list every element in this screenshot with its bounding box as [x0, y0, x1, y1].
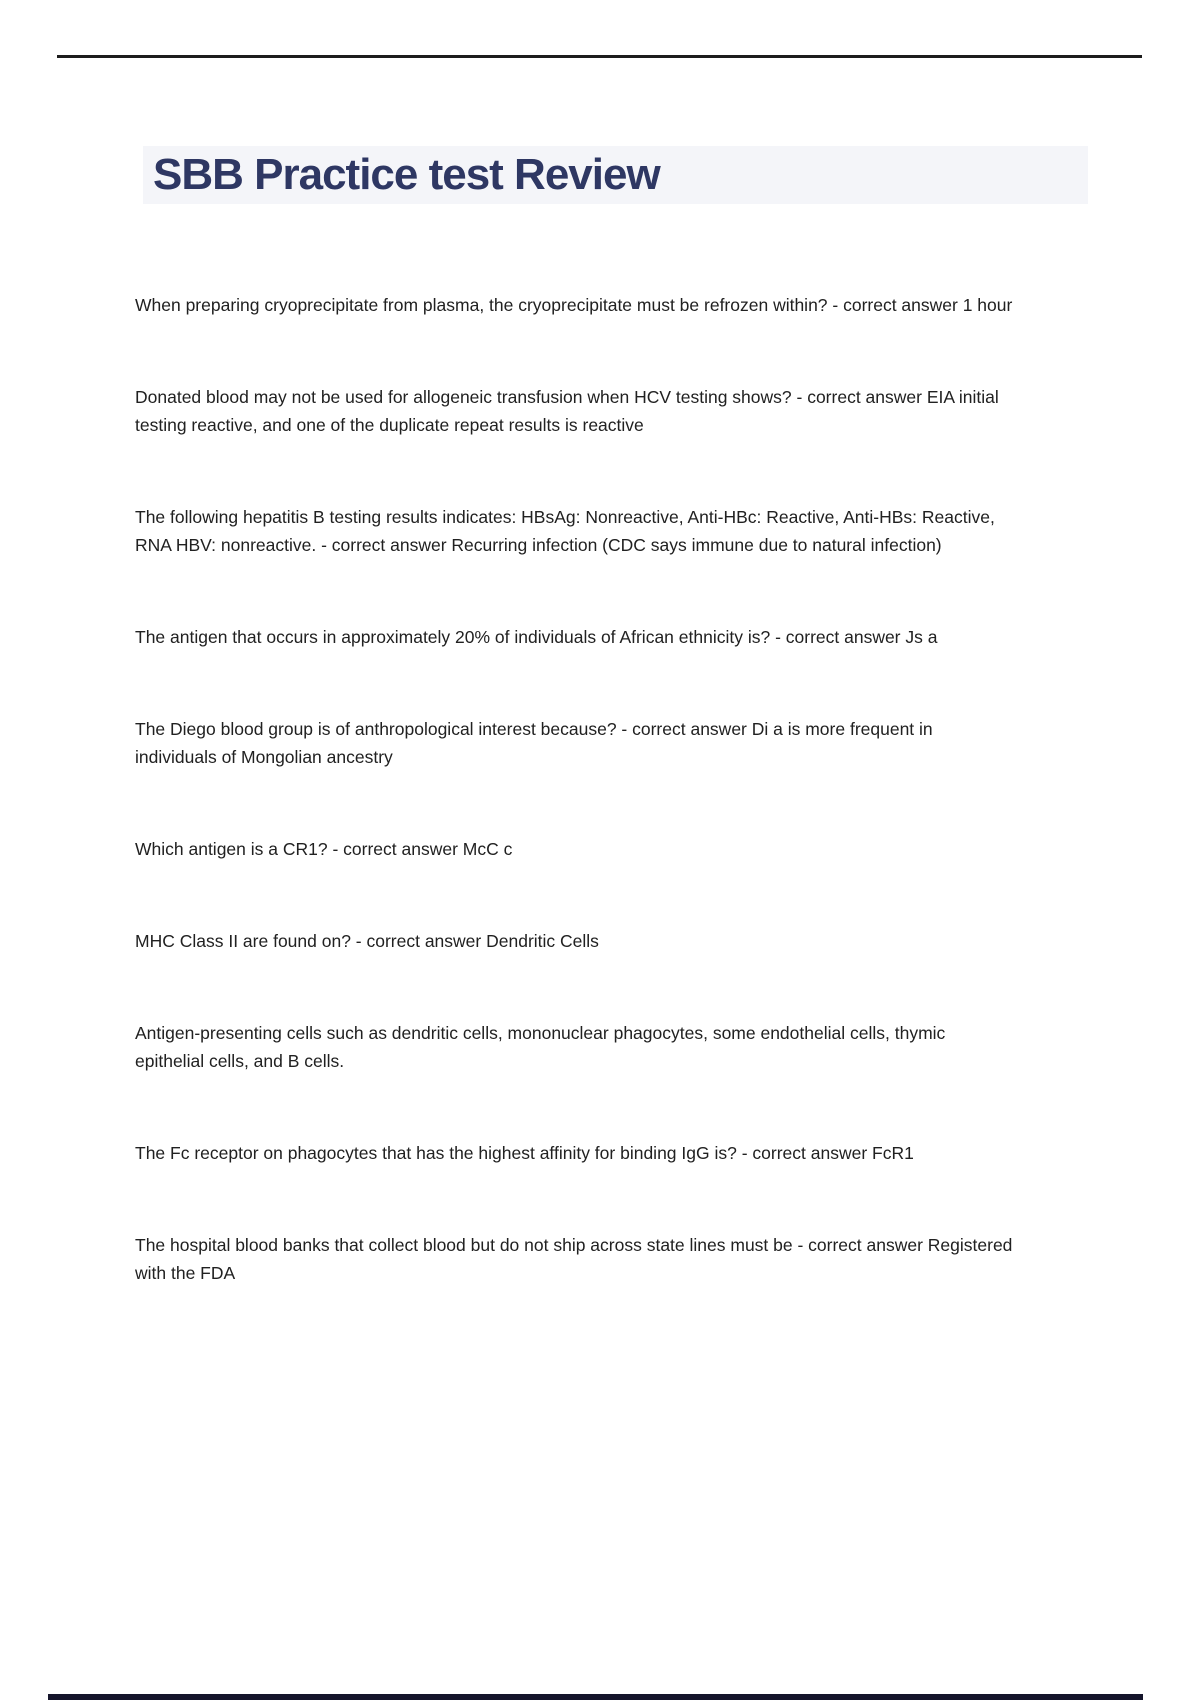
qa-paragraph: The antigen that occurs in approximately 20% of individuals of African ethnicity is? - correct answer Js a — [135, 627, 938, 647]
page-title: SBB Practice test Review — [153, 150, 660, 199]
qa-paragraph: Which antigen is a CR1? - correct answer McC c — [135, 839, 513, 859]
qa-paragraph: MHC Class II are found on? - correct answer Dendritic Cells — [135, 931, 599, 951]
qa-paragraph: The hospital blood banks that collect blood but do not ship across state lines must be - correct answer Registered with the FDA — [135, 1235, 1013, 1283]
qa-paragraph: The Fc receptor on phagocytes that has the highest affinity for binding IgG is? - correct answer FcR1 — [135, 1143, 914, 1163]
qa-paragraph: The Diego blood group is of anthropological interest because? - correct answer Di a is more frequent in individuals of Mongolian ancestry — [135, 719, 933, 767]
top-horizontal-rule — [57, 55, 1142, 58]
qa-paragraph: Donated blood may not be used for allogeneic transfusion when HCV testing shows? - correct answer EIA initial testing reactive, and one of the duplicate repeat results is reactive — [135, 387, 999, 435]
qa-paragraph: Antigen-presenting cells such as dendritic cells, mononuclear phagocytes, some endothelial cells, thymic epithelial cells, and B cells. — [135, 1023, 946, 1071]
qa-paragraph: The following hepatitis B testing results indicates: HBsAg: Nonreactive, Anti-HBc: Reactive, Anti-HBs: Reactive, RNA HBV: nonreactive. - correct answer Recurring infection (CDC says immune due to natural infection) — [135, 507, 995, 555]
bottom-horizontal-rule — [48, 1694, 1143, 1700]
title-highlight-block — [143, 146, 1088, 204]
qa-paragraph: When preparing cryoprecipitate from plasma, the cryoprecipitate must be refrozen within? - correct answer 1 hour — [135, 295, 1013, 315]
qa-content-area — [135, 291, 1015, 1351]
